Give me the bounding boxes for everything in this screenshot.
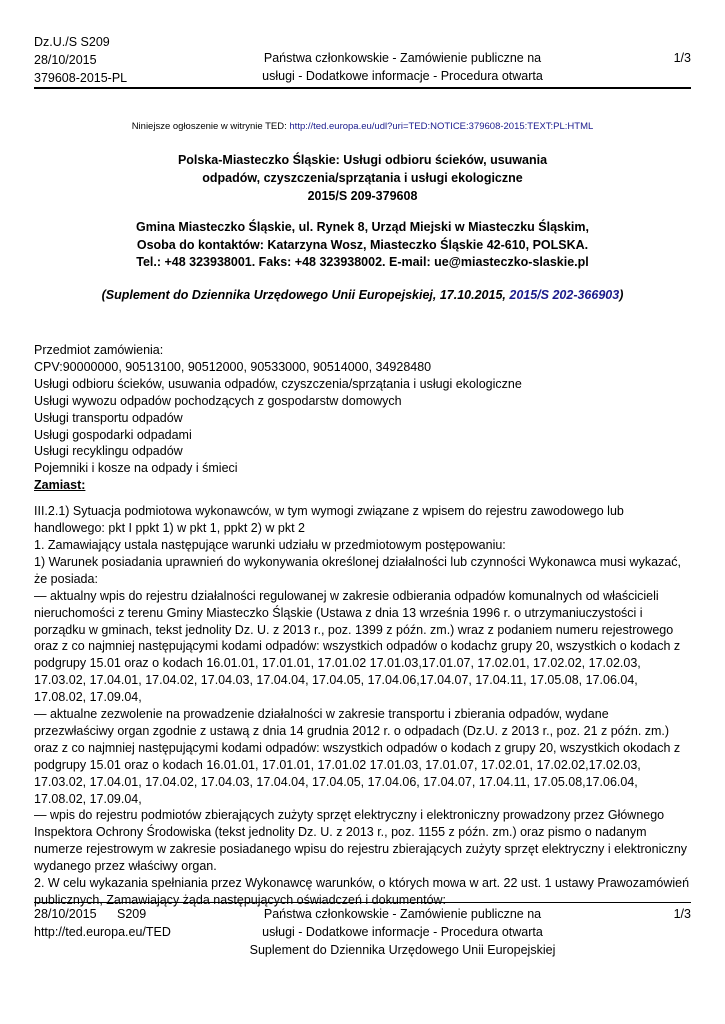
ted-notice-line bbox=[34, 121, 691, 132]
footer-line2: usługi - Dodatkowe informacje - Procedura otwarta bbox=[262, 925, 543, 939]
footer-date: 28/10/2015 bbox=[34, 907, 97, 921]
header-journal-ref: Dz.U./S S209 bbox=[34, 35, 110, 49]
footer-series: S209 bbox=[117, 907, 147, 921]
header-title bbox=[214, 49, 591, 85]
service-item: Usługi gospodarki odpadami bbox=[34, 427, 192, 442]
footer-page-number: 1/3 bbox=[673, 907, 691, 921]
authority-contact-person: Osoba do kontaktów: Katarzyna Wosz, Miasteczko Śląskie 42-610, POLSKA. bbox=[136, 237, 589, 252]
footer-line1: Państwa członkowskie - Zamówienie publiczne na bbox=[263, 907, 542, 921]
footer-left bbox=[34, 905, 171, 941]
requirement-dash-3: — wpis do rejestru podmiotów zbierających zużyty sprzęt elektryczny i elektroniczny prowadzony przez Głównego Inspektora Ochrony Środowiska (tekst jednolity Dz. U. z 2013 r., poz. 1155 z późn. zm.) oraz pismo o nadanym numerze rejestrowym w zakresie posiadanego wpisu do rejestru zbierających zużyty sprzęt elektryczny i elektroniczny wydanego przez właściwy organ. bbox=[34, 808, 688, 874]
point-2: 2. W celu wykazania spełniania przez Wykonawcę warunków, o których mowa w art. 22 ust. 1 ustawy Prawozamówień publicznych, Zamawiający żąda następujących oświadczeń i dokumentów: bbox=[34, 876, 690, 907]
title-notice-ref: 2015/S 209-379608 bbox=[307, 189, 418, 203]
supplement-reference bbox=[34, 288, 691, 302]
point-1-1: 1) Warunek posiadania uprawnień do wykonywania określonej działalności lub czynności Wykonawca musi wykazać, że posiada: bbox=[34, 554, 681, 586]
title-line1: Polska-Miasteczko Śląskie: Usługi odbioru ścieków, usuwania bbox=[177, 153, 548, 167]
title-line2: odpadów, czyszczenia/sprzątania i usługi ekologiczne bbox=[202, 171, 523, 185]
supplement-ref-link[interactable]: 2015/S 202-366903 bbox=[509, 288, 620, 302]
header-notice-number: 379608-2015-PL bbox=[34, 71, 128, 85]
page-header bbox=[34, 33, 691, 89]
document-body bbox=[34, 342, 691, 909]
header-title-line2: usługi - Dodatkowe informacje - Procedura otwarta bbox=[262, 69, 543, 83]
requirement-dash-1: — aktualny wpis do rejestru działalności regulowanej w zakresie odbierania odpadów komunalnych od właścicieli nieruchomości z terenu Gminy Miasteczko Śląskie (Ustawa z dnia 13 września 1996 r. o utrzymaniuczystości i porządku w gminach, tekst jednolity Dz. U. z 2013 r., poz. 1399 z późn. zm.) wraz z podaniem numeru rejestrowego oraz z co najmniej następującymi kodami odpadów: wszystkich odpadów o kodachz grupy 20, wszystkich o kodach z podgrupy 15.01 oraz o kodach 16.01.01, 17.01.01, 17.01.02 17.01.03,17.01.07, 17.02.01, 17.02.02, 17.02.03, 17.03.02, 17.04.01, 17.04.02, 17.04.03, 17.04.04, 17.04.05, 17.04.06,17.04.07, 17.04.11, 17.05.08, 17.06.04, 17.08.02, 17.09.04, bbox=[34, 588, 681, 705]
supplement-suffix: ) bbox=[619, 288, 624, 302]
service-item: Usługi recyklingu odpadów bbox=[34, 444, 183, 459]
page-footer bbox=[34, 902, 691, 963]
section-intro: III.2.1) Sytuacja podmiotowa wykonawców, w tym wymogi związane z wpisem do rejestru zawodowego lub handlowego: pkt I ppkt 1) w pkt 1, ppkt 2) w pkt 2 bbox=[34, 504, 624, 536]
point-1: 1. Zamawiający ustala następujące warunki udziału w przedmiotowym postępowaniu: bbox=[34, 537, 506, 552]
ted-notice-link[interactable]: http://ted.europa.eu/udl?uri=TED:NOTICE:379608-2015:TEXT:PL:HTML bbox=[289, 121, 594, 132]
ted-notice-prefix: Niniejsze ogłoszenie w witrynie TED: bbox=[131, 121, 290, 132]
footer-title bbox=[214, 905, 591, 959]
cpv-codes: CPV:90000000, 90513100, 90512000, 90533000, 90514000, 34928480 bbox=[34, 359, 432, 374]
requirement-dash-2: — aktualne zezwolenie na prowadzenie działalności w zakresie transportu i zbierania odpadów, wydane przezwłaściwy organ zgodnie z ustawą z dnia 14 grudnia 2012 r. o odpadach (Dz.U. z 2013 r., poz. 21 z późn. zm.) oraz z co najmniej następującymi kodami odpadów: wszystkich odpadów o kodach z grupy 20, wszystkich okodach z podgrupy 15.01 oraz o kodach 16.01.01, 17.01.01, 17.01.02 17.01.03, 17.01.07, 17.02.01, 17.02.02,17.02.03, 17.03.02, 17.04.01, 17.04.02, 17.04.03, 17.04.04, 17.04.05, 17.04.06, 17.04.07, 17.04.11, 17.05.08,17.06.04, 17.08.02, 17.09.04, bbox=[34, 707, 681, 806]
authority-phone-fax-email: Tel.: +48 323938001. Faks: +48 323938002. E-mail: ue@miasteczko-slaskie.pl bbox=[136, 255, 589, 269]
header-reference-block bbox=[34, 33, 127, 87]
service-item: Pojemniki i kosze na odpady i śmieci bbox=[34, 461, 238, 476]
supplement-prefix: (Suplement do Dziennika Urzędowego Unii Europejskiej, 17.10.2015, bbox=[101, 288, 510, 302]
instead-label: Zamiast: bbox=[34, 478, 86, 493]
header-title-line1: Państwa członkowskie - Zamówienie publiczne na bbox=[263, 51, 542, 65]
service-item: Usługi wywozu odpadów pochodzących z gospodarstw domowych bbox=[34, 393, 402, 408]
authority-address: Gmina Miasteczko Śląskie, ul. Rynek 8, Urząd Miejski w Miasteczku Śląskim, bbox=[136, 220, 589, 234]
service-item: Usługi transportu odpadów bbox=[34, 410, 183, 425]
footer-url: http://ted.europa.eu/TED bbox=[34, 925, 171, 939]
subject-label: Przedmiot zamówienia: bbox=[34, 343, 164, 357]
document-title bbox=[34, 151, 691, 205]
header-page-number: 1/3 bbox=[673, 51, 691, 65]
service-item: Usługi odbioru ścieków, usuwania odpadów, czyszczenia/sprzątania i usługi ekologiczne bbox=[34, 376, 522, 391]
footer-line3: Suplement do Dziennika Urzędowego Unii Europejskiej bbox=[249, 943, 556, 957]
header-date: 28/10/2015 bbox=[34, 53, 97, 67]
contracting-authority bbox=[34, 219, 691, 272]
